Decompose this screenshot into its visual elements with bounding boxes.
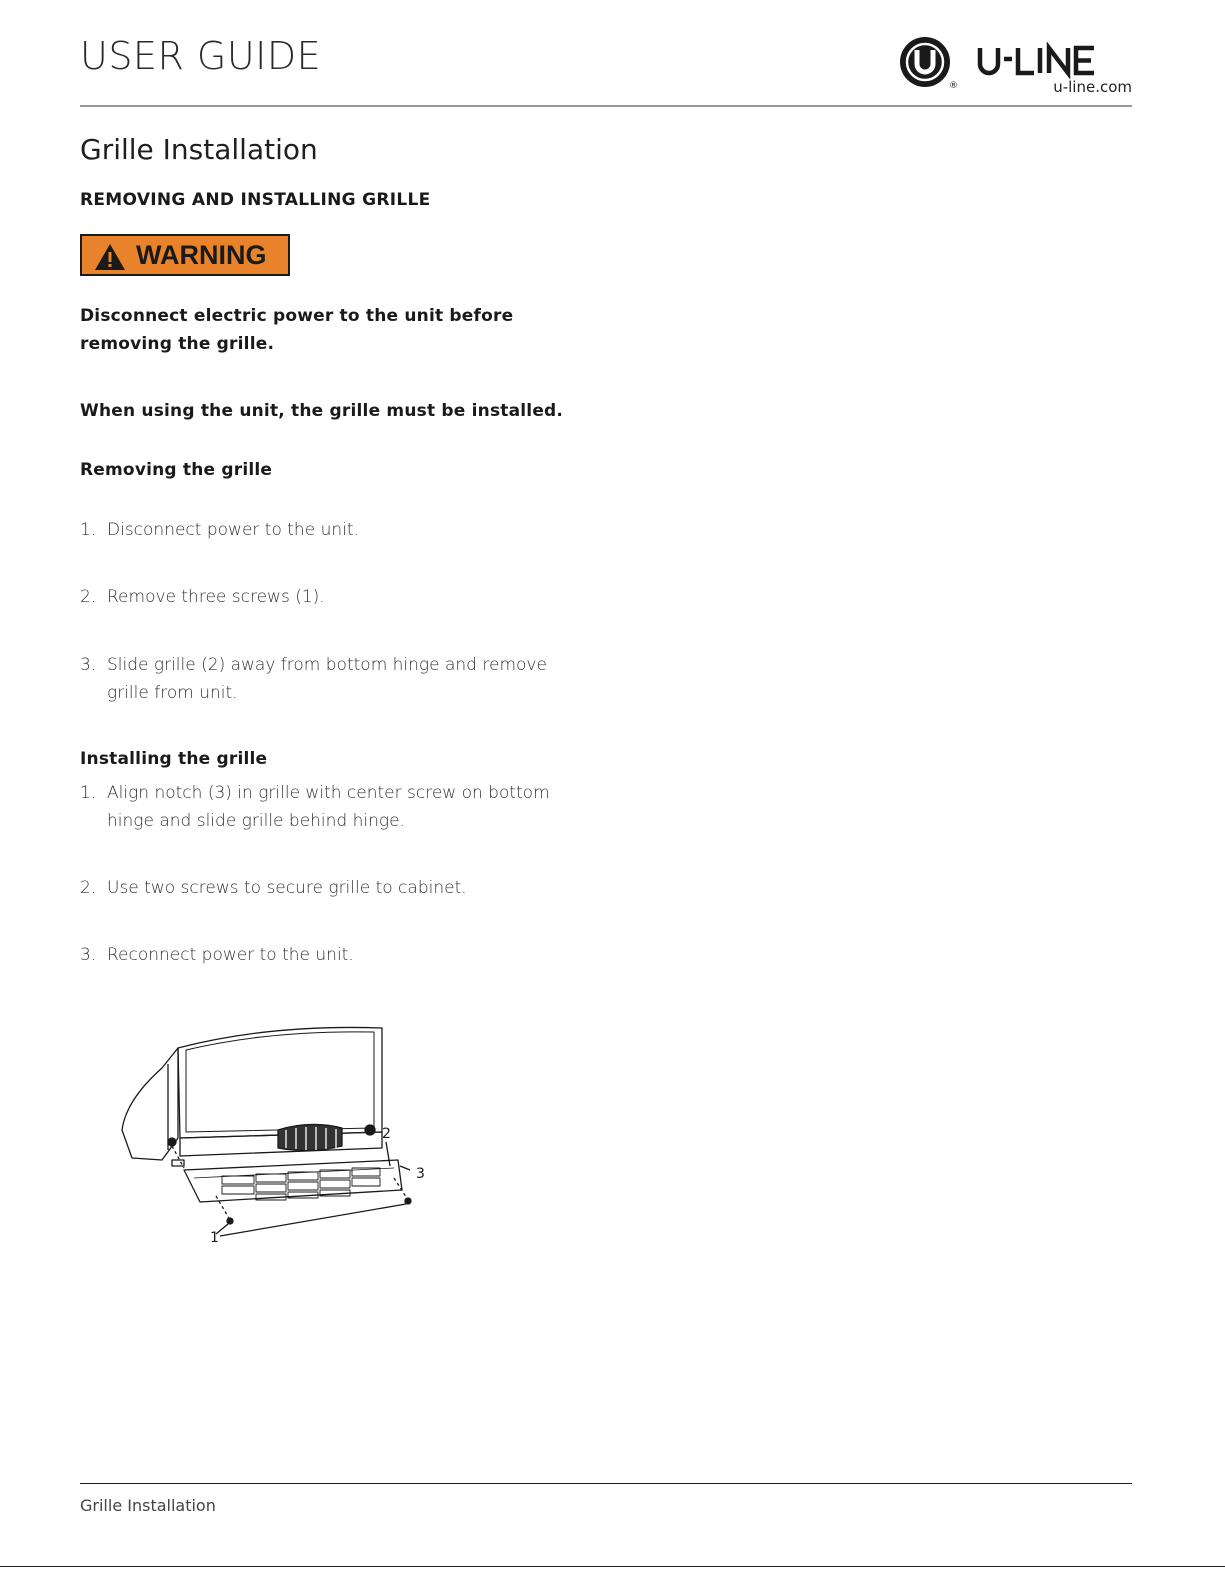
step-number: 1. [80, 783, 97, 803]
section-title: Grille Installation [80, 133, 318, 166]
install-step-2 [80, 874, 560, 902]
header-divider [80, 105, 1132, 107]
remove-step-2 [80, 583, 560, 611]
step-text: Disconnect power to the unit. [107, 520, 359, 540]
step-text: Align notch (3) in grille with center screw on bottom hinge and slide grille behind hinge. [107, 783, 550, 831]
step-text: Remove three screws (1). [107, 587, 325, 607]
step-number: 3. [80, 655, 97, 675]
remove-step-1 [80, 516, 560, 544]
footer-section-name: Grille Installation [80, 1496, 216, 1515]
footer-divider [80, 1483, 1132, 1484]
section-subheading: REMOVING AND INSTALLING GRILLE [80, 190, 431, 210]
installing-heading: Installing the grille [80, 749, 268, 769]
grille-installation-illustration [110, 1020, 440, 1250]
disconnect-notice: Disconnect electric power to the unit before removing the grille. [80, 306, 514, 354]
page-bottom-divider [0, 1566, 1225, 1567]
installed-notice: When using the unit, the grille must be installed. [80, 401, 564, 421]
remove-step-3 [80, 651, 560, 707]
install-step-3 [80, 941, 560, 969]
callout-1: 1 [210, 1230, 219, 1246]
step-text: Slide grille (2) away from bottom hinge and remove grille from unit. [107, 655, 547, 703]
step-text: Use two screws to secure grille to cabinet. [107, 878, 467, 898]
warning-triangle-icon [94, 243, 126, 271]
install-step-1 [80, 779, 560, 835]
document-title: USER GUIDE [80, 34, 322, 78]
svg-text:®: ® [949, 81, 958, 91]
callout-3: 3 [416, 1166, 425, 1182]
removing-heading: Removing the grille [80, 460, 273, 480]
step-number: 2. [80, 878, 97, 898]
step-number: 3. [80, 945, 97, 965]
brand-url: u-line.com [1053, 78, 1132, 96]
warning-label: WARNING [136, 240, 267, 270]
step-number: 2. [80, 587, 97, 607]
step-number: 1. [80, 520, 97, 540]
step-text: Reconnect power to the unit. [107, 945, 354, 965]
callout-2: 2 [382, 1126, 391, 1142]
warning-label-box [80, 234, 290, 276]
